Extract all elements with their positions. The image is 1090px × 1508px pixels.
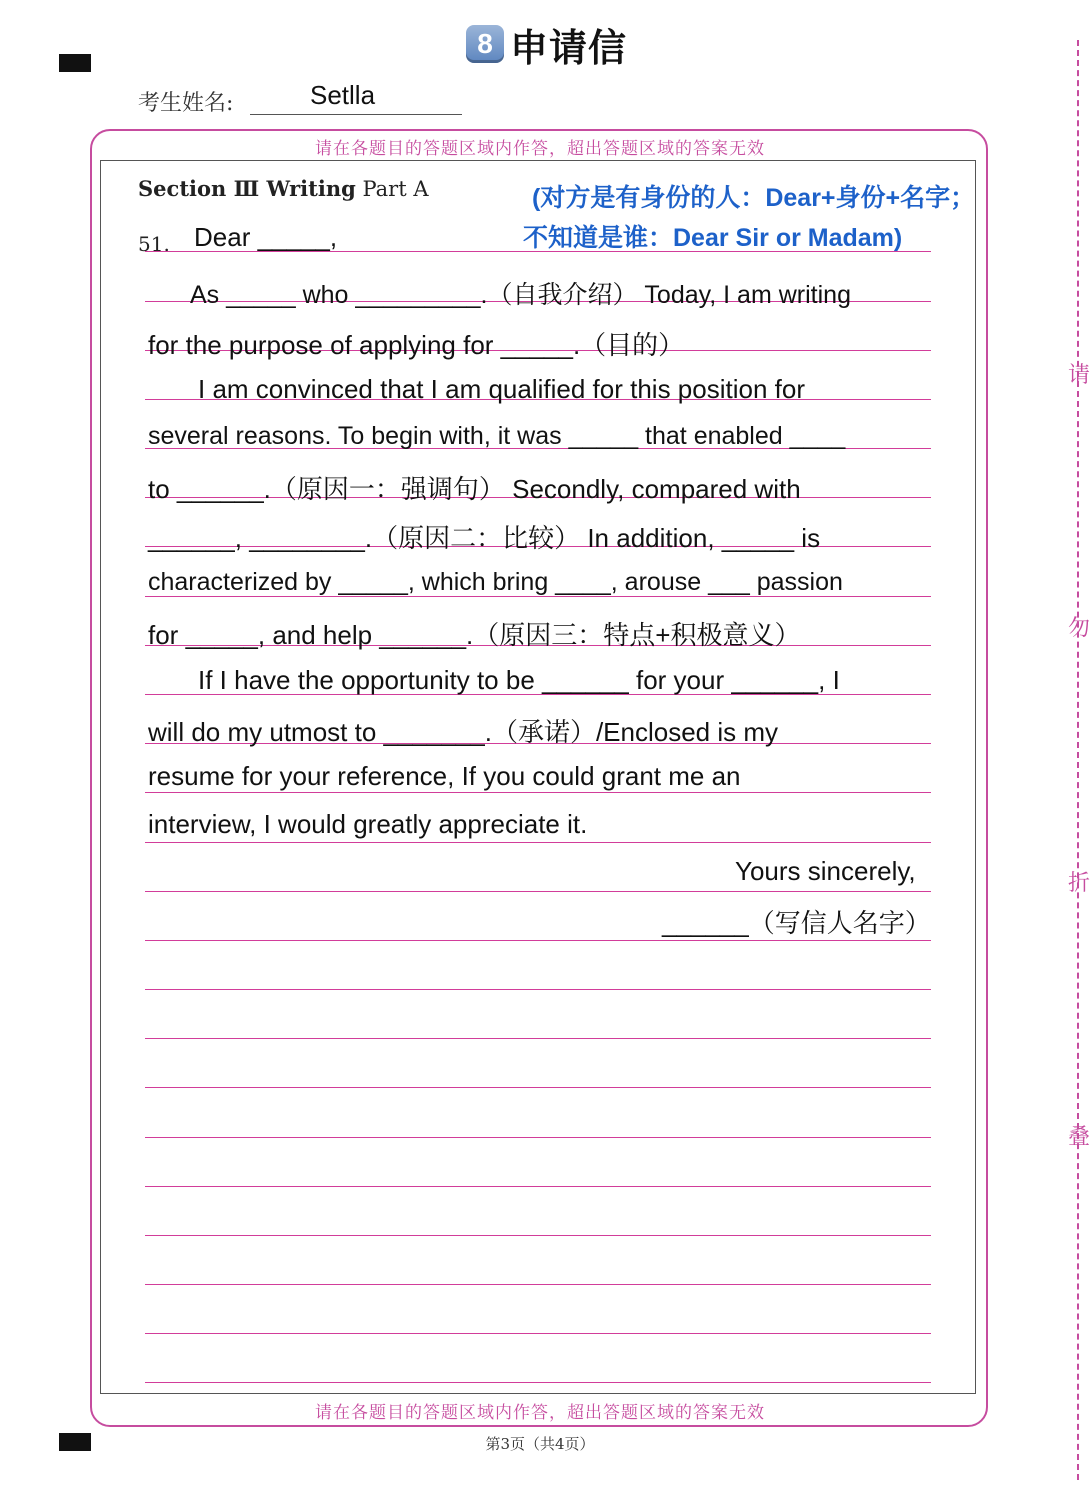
warning-top: 请在各题目的答题区域内作答，超出答题区域的答案无效 [315,139,765,158]
number-badge: 8 [466,25,504,63]
writing-line [145,1038,931,1039]
letter-line: ______, ________.（原因二：比较） In addition, _____ is [148,523,821,553]
writing-line [145,1235,931,1236]
letter-line: I am convinced that I am qualified for this position for [198,374,805,404]
writing-line [145,1087,931,1088]
title-text: 申请信 [510,27,628,70]
name-label: 考生姓名: [138,91,234,116]
side-char: 请 [1068,363,1090,388]
section-title: Section Ⅲ Writing [138,176,356,201]
name-underline [250,114,462,115]
signature: ______（写信人名字） [662,908,931,938]
writing-line [145,842,931,843]
page-number: 第3页（共4页） [485,1435,595,1453]
letter-line: If I have the opportunity to be ______ for your ______, I [198,665,840,695]
writing-line [145,989,931,990]
letter-line: for _____, and help ______.（原因三：特点+积极意义） [148,620,801,650]
writing-line [145,1382,931,1383]
side-char: 折 [1068,871,1090,896]
salutation: Dear _____, [194,222,338,252]
section-part: Part A [362,177,429,201]
writing-line [145,1137,931,1138]
letter-line: As _____ who _________.（自我介绍） Today, I am writing [190,281,851,309]
registration-mark-top [59,54,91,72]
letter-line: for the purpose of applying for _____.（目的） [148,330,685,360]
writing-line [145,891,931,892]
letter-line: to ______.（原因一：强调句） Secondly, compared with [148,474,801,504]
letter-line: several reasons. To begin with, it was _____ that enabled ____ [148,422,846,450]
side-char: 勿 [1068,616,1090,641]
writing-line [145,792,931,793]
writing-line [145,1284,931,1285]
warning-bottom: 请在各题目的答题区域内作答，超出答题区域的答案无效 [315,1403,765,1422]
page-title [466,20,627,68]
question-number: 51. [138,232,170,256]
name-value: Setlla [310,80,376,110]
writing-line [145,1333,931,1334]
letter-line: resume for your reference, If you could grant me an [148,761,741,791]
side-char: 叠 [1068,1125,1090,1150]
letter-line: interview, I would greatly appreciate it. [148,809,588,839]
section-heading [138,176,429,201]
letter-line: characterized by _____, which bring ____, arouse ___ passion [148,568,843,596]
note-line-2: 不知道是谁：Dear Sir or Madam) [523,224,903,252]
writing-line [145,1186,931,1187]
note-line-1: (对方是有身份的人：Dear+身份+名字； [532,184,976,212]
cut-line [1077,40,1079,1480]
writing-line [145,940,931,941]
letter-line: will do my utmost to _______.（承诺）/Enclosed is my [148,717,779,747]
closing: Yours sincerely, [735,856,916,886]
